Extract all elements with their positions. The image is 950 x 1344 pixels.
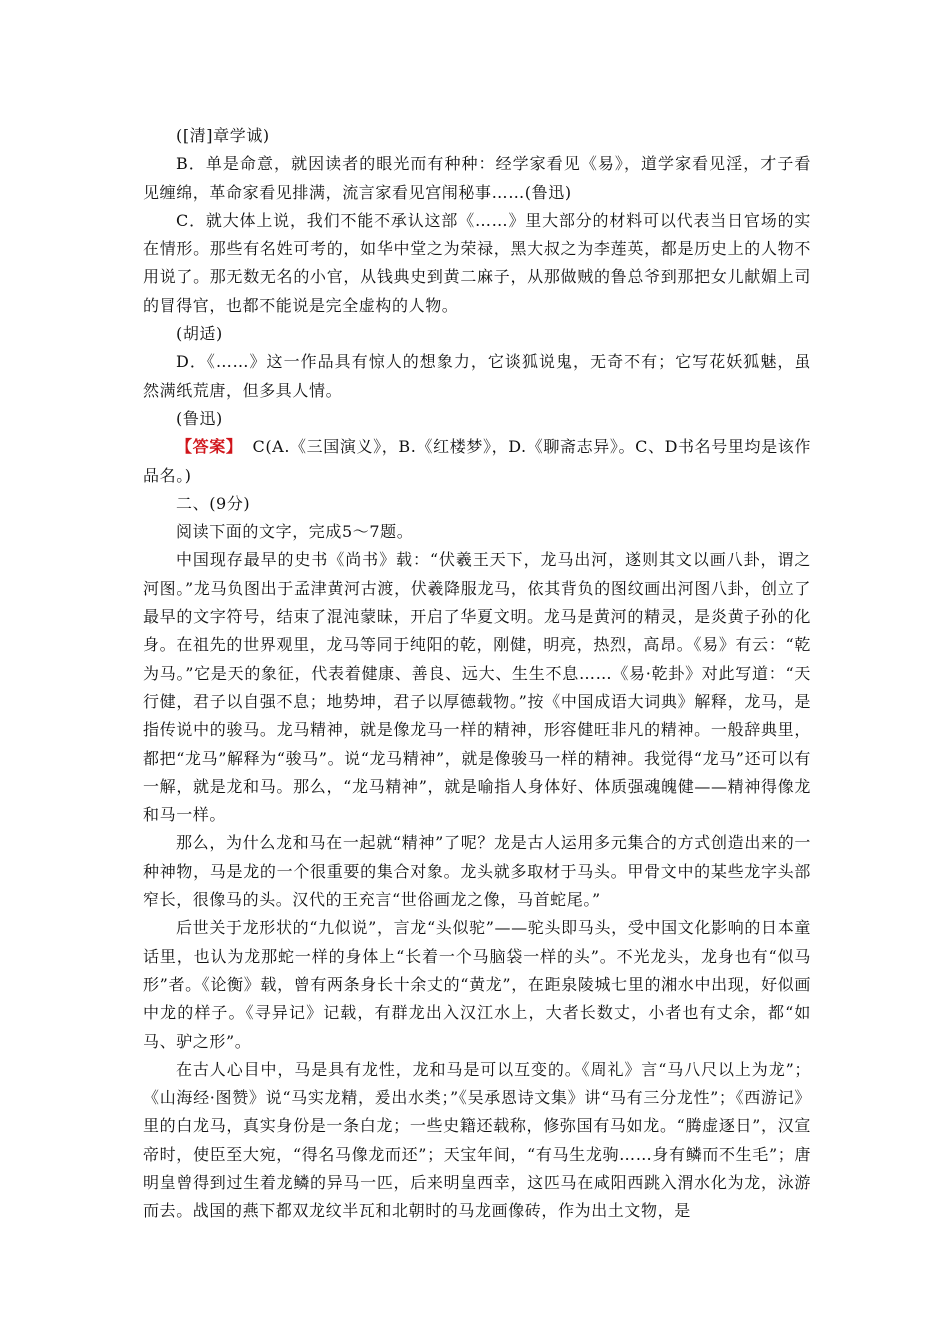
answer-text: C(A.《三国演义》，B.《红楼梦》，D.《聊斋志异》。C、D书名号里均是该作品名。) xyxy=(143,437,811,485)
passage-paragraph: 后世关于龙形状的“九似说”，言龙“头似驼”——驼头即马头，受中国文化影响的日本童话里，也认为龙那蛇一样的身体上“长着一个马脑袋一样的头”。不光龙头，龙身也有“似马形”者。《论衡》载，曾有两条身长十余丈的“黄龙”，在距泉陵城七里的湘水中出现，好似画中龙的样子。《寻异记》记载，有群龙出入汉江水上，大者长数丈，小者也有丈余，都“如马、驴之形”。 xyxy=(143,918,811,1051)
document-page xyxy=(143,122,811,1226)
attribution-line: (鲁迅) xyxy=(176,408,223,428)
answer-line xyxy=(143,433,811,490)
passage-paragraph: 中国现存最早的史书《尚书》载：“伏羲王天下，龙马出河，遂则其文以画八卦，谓之河图。”龙马负图出于孟津黄河古渡，伏羲降服龙马，依其背负的图纹画出河图八卦，创立了最早的文字符号，结束了混沌蒙昧，开启了华夏文明。龙马是黄河的精灵，是炎黄子孙的化身。在祖先的世界观里，龙马等同于纯阳的乾，刚健，明亮，热烈，高昂。《易》有云：“乾为马。”它是天的象征，代表着健康、善良、远大、生生不息……《易·乾卦》对此写道：“天行健，君子以自强不息；地势坤，君子以厚德载物。”按《中国成语大词典》解释，龙马，是指传说中的骏马。龙马精神，就是像龙马一样的精神，形容健旺非凡的精神。一般辞典里，都把“龙马”解释为“骏马”。说“龙马精神”，就是像骏马一样的精神。我觉得“龙马”还可以有一解，就是龙和马。那么，“龙马精神”，就是喻指人身体好、体质强魂魄健——精神得像龙和马一样。 xyxy=(143,550,811,825)
answer-label: 【答案】 xyxy=(176,437,243,457)
option-b: B．单是命意，就因读者的眼光而有种种：经学家看见《易》，道学家看见淫，才子看见缠绵，革命家看见排满，流言家看见宫闱秘事……(鲁迅) xyxy=(143,154,811,202)
attribution-line: (胡适) xyxy=(176,324,223,344)
option-c: C．就大体上说，我们不能不承认这部《……》里大部分的材料可以代表当日官场的实在情形。那些有名姓可考的，如华中堂之为荣禄，黑大叔之为李莲英，都是历史上的人物不用说了。那无数无名的小官，从钱典史到黄二麻子，从那做贼的鲁总爷到那把女儿献媚上司的冒得官，也都不能说是完全虚构的人物。 xyxy=(143,210,811,315)
section-instruction: 阅读下面的文字，完成5～7题。 xyxy=(176,522,414,542)
passage-paragraph: 那么，为什么龙和马在一起就“精神”了呢？龙是古人运用多元集合的方式创造出来的一种神物，马是龙的一个很重要的集合对象。龙头就多取材于马头。甲骨文中的某些龙字头部窄长，很像马的头。汉代的王充言“世俗画龙之像，马首蛇尾。” xyxy=(143,833,811,910)
section-title: 二、(9分) xyxy=(176,493,251,513)
passage-paragraph: 在古人心目中，马是具有龙性，龙和马是可以互变的。《周礼》言“马八尺以上为龙”；《山海经·图赞》说“马实龙精，爰出水类；”《吴承恩诗文集》讲“马有三分龙性”；《西游记》里的白龙马，真实身份是一条白龙；一些史籍还载称，修弥国有马如龙。“腾虚逐日”，汉宣帝时，使臣至大宛，“得名马像龙而还”；天宝年间，“有马生龙驹……身有鳞而不生毛”；唐明皇曾得到过生着龙鳞的异马一匹，后来明皇西幸，这匹马在咸阳西跳入渭水化为龙，泳游而去。战国的燕下都双龙纹半瓦和北朝时的马龙画像砖，作为出土文物，是 xyxy=(143,1059,811,1221)
option-d: D．《……》这一作品具有惊人的想象力，它谈狐说鬼，无奇不有；它写花妖狐魅，虽然满纸荒唐，但多具人情。 xyxy=(143,352,811,400)
attribution-line: ([清]章学诚) xyxy=(176,126,270,145)
